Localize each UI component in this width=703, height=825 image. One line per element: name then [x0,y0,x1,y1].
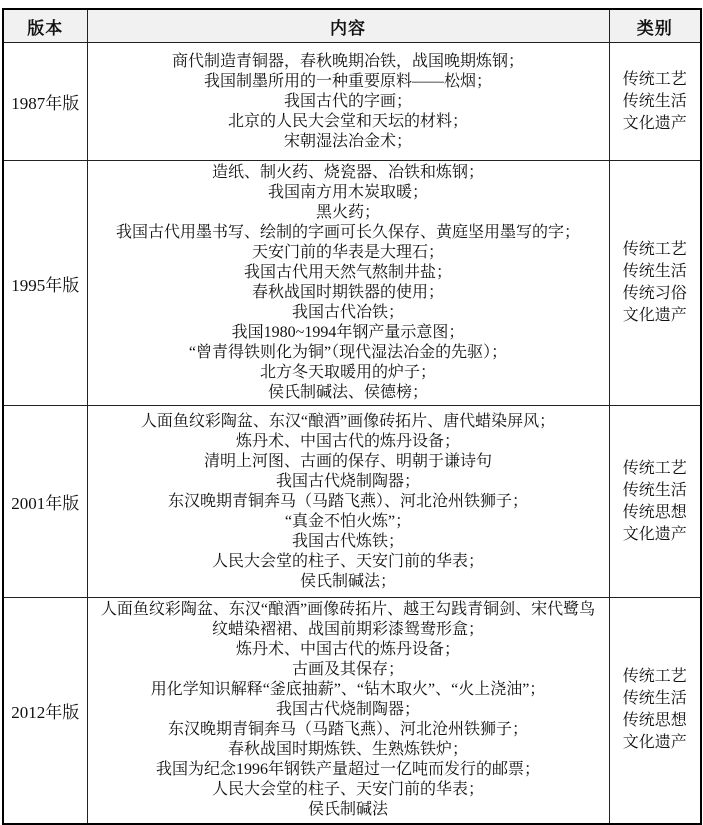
category-line: 传统思想 [622,712,687,730]
content-line: 我国为纪念1996年钢铁产量超过一亿吨而发行的邮票； [155,761,540,779]
version-cell: 2001年版 [3,406,87,598]
header-category: 类别 [609,9,701,43]
category-cell [609,598,701,824]
content-line: 宋朝湿法冶金术； [283,132,412,150]
table-body [3,43,701,824]
category-line: 文化遗产 [622,734,687,752]
content-cell [87,598,609,824]
content-line: 我国南方用木炭取暖； [267,184,428,201]
content-line: 人民大会堂的柱子、天安门前的华表； [211,552,484,570]
version-cell: 1987年版 [3,43,87,161]
table-header [3,9,701,43]
category-line: 传统思想 [622,503,687,521]
category-line: 传统工艺 [622,241,687,258]
category-cell [609,43,701,161]
version-cell: 1995年版 [3,161,87,406]
header-version: 版本 [3,9,87,43]
category-line: 文化遗产 [622,307,687,324]
category-line: 传统生活 [622,690,687,708]
content-line: 人面鱼纹彩陶盆、东汉“酿酒”画像砖拓片、唐代蜡染屏风； [140,412,556,430]
content-cell [87,406,609,598]
content-line: 侯氏制碱法、侯德榜； [267,384,428,401]
content-line: 我国古代的字画； [283,92,412,110]
content-line: “曾青得铁则化为铜”（现代湿法冶金的先驱）； [188,344,508,361]
content-line: 春秋战国时期铁器的使用； [251,284,444,301]
content-line: 我国古代冶铁； [291,304,404,321]
category-line: 传统生活 [622,263,687,280]
content-line: 造纸、制火药、烧瓷器、冶铁和炼钢； [211,164,484,181]
content-line: 我国古代炼铁； [291,532,404,550]
category-cell [609,161,701,406]
content-line: 我国古代用天然气熬制井盐； [243,264,452,281]
header-content: 内容 [87,9,609,43]
content-line: 商代制造青铜器，春秋晚期冶铁，战国晚期炼钢； [171,52,524,70]
content-line: 东汉晚期青铜奔马（马踏飞燕）、河北沧州铁狮子； [167,721,528,739]
content-line: 人民大会堂的柱子、天安门前的华表； [211,781,484,799]
textbook-version-table [2,8,702,825]
content-line: 炼丹术、中国古代的炼丹设备； [235,432,460,450]
content-line: 天安门前的华表是大理石； [251,244,444,261]
category-line: 传统工艺 [622,668,687,686]
table-row [3,161,701,406]
content-line: 黑火药； [315,204,380,221]
category-line: 传统生活 [622,481,687,499]
content-line: 侯氏制碱法 [307,801,388,819]
content-line: 东汉晚期青铜奔马（马踏飞燕）、河北沧州铁狮子； [167,492,528,510]
content-line: 我国古代用墨书写、绘制的字画可长久保存、黄庭坚用墨写的字； [115,224,580,241]
content-line: 我国1980~1994年钢产量示意图； [231,324,465,341]
content-line: “真金不怕火炼”； [284,512,412,530]
content-line: 清明上河图、古画的保存、明朝于谦诗句 [203,452,492,470]
content-line: 炼丹术、中国古代的炼丹设备； [235,641,460,659]
table-row [3,598,701,824]
content-line: 古画及其保存； [291,661,404,679]
content-line: 我国古代烧制陶器； [275,701,420,719]
category-cell [609,406,701,598]
content-line: 我国古代烧制陶器； [275,472,420,490]
category-line: 传统工艺 [622,70,687,88]
content-line: 侯氏制碱法； [299,572,396,590]
category-line: 文化遗产 [622,525,687,543]
content-cell [87,161,609,406]
category-line: 文化遗产 [622,114,687,132]
category-line: 传统习俗 [622,285,687,302]
table-row [3,406,701,598]
content-line: 北京的人民大会堂和天坛的材料； [227,112,468,130]
content-cell [87,43,609,161]
content-line: 人面鱼纹彩陶盆、东汉“酿酒”画像砖拓片、越王勾践青铜剑、宋代鹭鸟纹蜡染褶裙、战国前期彩漆鸳鸯形盒； [100,601,596,639]
table-row [3,43,701,161]
content-line: 我国制墨所用的一种重要原料——松烟； [203,72,492,90]
header-row [3,9,701,43]
version-cell: 2012年版 [3,598,87,824]
category-line: 传统生活 [622,92,687,110]
content-line: 春秋战国时期炼铁、生熟炼铁炉； [227,741,468,759]
content-line: 北方冬天取暖用的炉子； [259,364,436,381]
content-line: 用化学知识解释“釜底抽薪”、“钻木取火”、“火上浇油”； [150,681,546,699]
category-line: 传统工艺 [622,459,687,477]
